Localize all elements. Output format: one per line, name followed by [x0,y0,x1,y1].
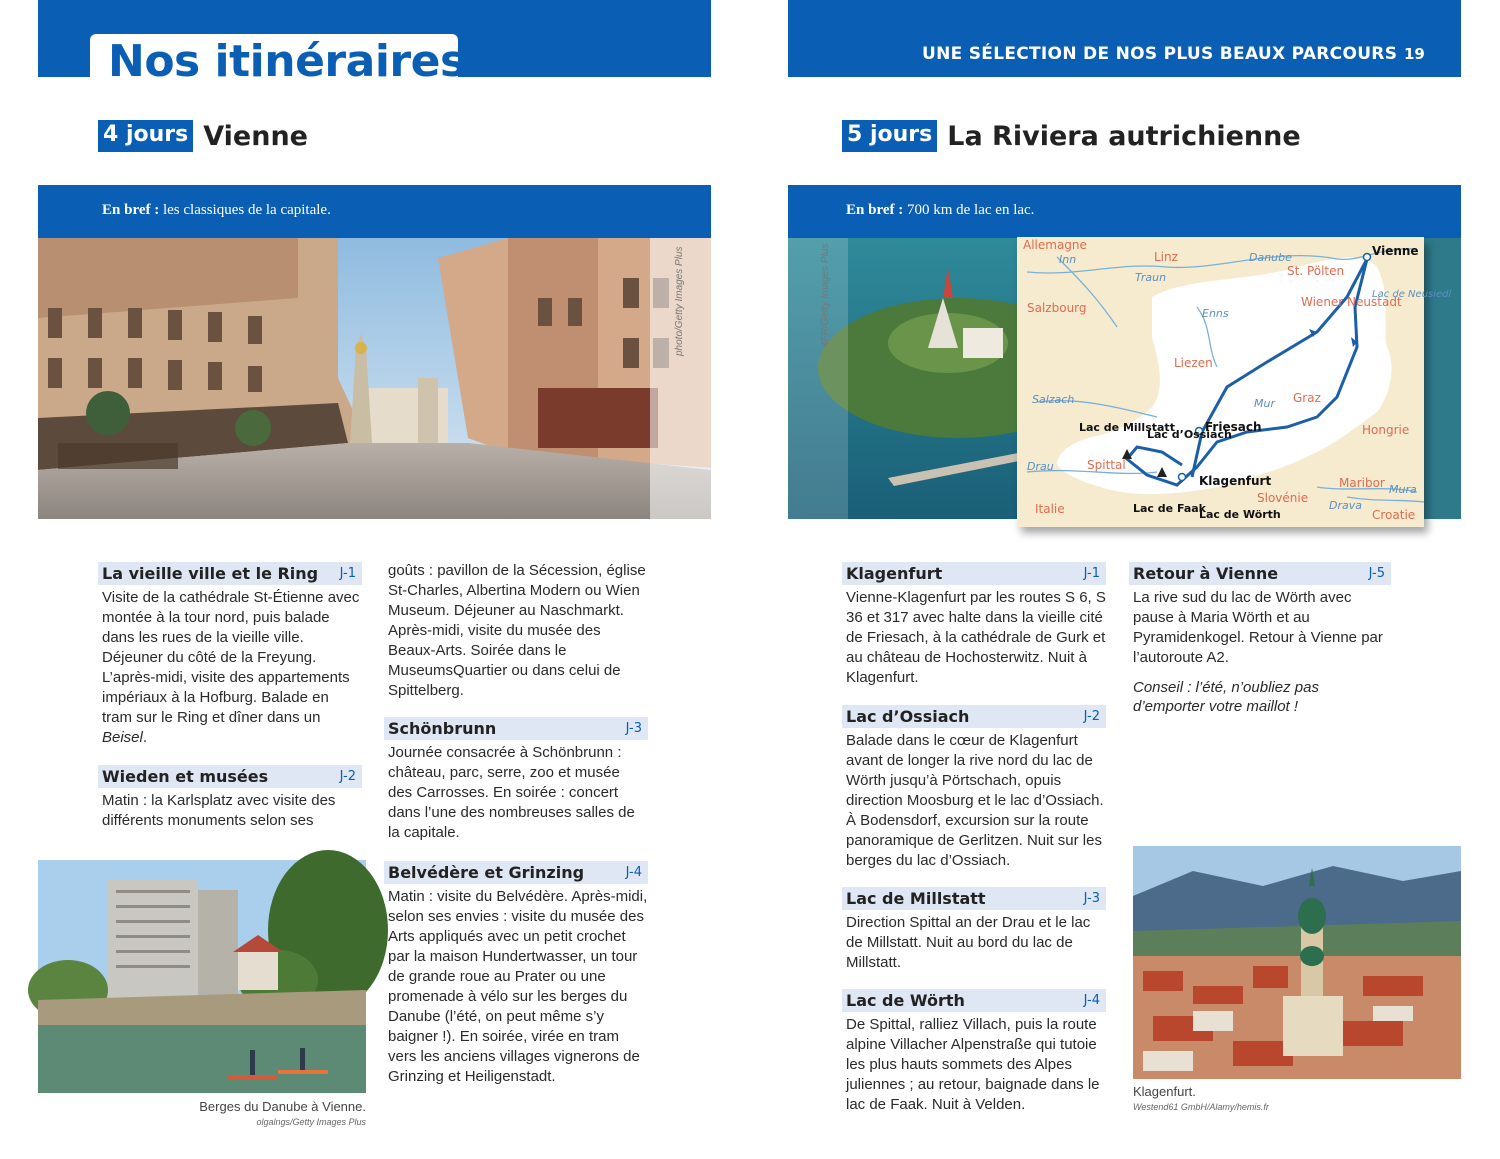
brief-bar-left [38,185,711,238]
map-label: Vienne [1372,244,1419,258]
map-label: Lac de Wörth [1199,508,1281,521]
day-section-4 [384,861,648,1087]
section-title: Lac d’Ossiach [846,707,970,726]
day-section-2 [842,705,1106,871]
map-label: Enns [1202,307,1229,320]
section-text: Journée consacrée à Schönbrunn : château, parc, serre, zoo et musée des Carrosses. En soirée : concert dans l’une des nombreuses salles de la capitale. [388,744,635,841]
day-label: J-3 [1083,891,1100,906]
day-section-3 [384,717,648,843]
map-label: Italie [1035,502,1065,516]
days-badge: 5 jours [842,120,937,152]
running-head: UNE SÉLECTION DE NOS PLUS BEAUX PARCOURS [922,44,1398,64]
map-label: Salzbourg [1027,301,1087,315]
section-text: Matin : visite du Belvédère. Après-midi, selon ses envies : visite du musée des Arts appliqués avec un petit crochet par la maison Hundertwasser, un tour de grande roue au Prater ou une promenade à vélo sur les berges du Danube (l’été, on peut même s’y baigner !). En soirée, virée en tram vers les anciens villages vignerons de Grinzing et Heiligenstadt. [388,888,648,1085]
map-label: Lac d’Ossiach [1147,428,1232,441]
map-label: Maribor [1339,476,1385,490]
section-header [842,887,1106,910]
photo-credit-vertical: 4FR/Getty Images Plus [820,243,831,347]
page-number: 19 [1404,45,1425,63]
section-header [384,861,648,884]
section-text: La rive sud du lac de Wörth avec pause à Maria Wörth et au Pyramidenkogel. Retour à Vienne par l’autoroute A2. [1133,589,1383,666]
section-header [98,562,362,585]
map-label: Spittal [1087,458,1126,472]
route-title-riviera [842,120,1301,152]
day-section-4 [842,989,1106,1115]
section-title: La vieille ville et le Ring [102,564,319,583]
map-label: Lac de Neusiedl [1372,289,1452,300]
section-header [842,705,1106,728]
map-label: St. Pölten [1287,264,1345,278]
section-title: Wieden et musées [102,767,269,786]
brief-bar-right [788,185,1461,238]
map-label: Salzach [1032,393,1075,406]
brief-label: En bref : [846,202,904,218]
map-label: Linz [1154,250,1178,264]
section-text: goûts : pavillon de la Sécession, église St-Charles, Albertina Modern ou Wien Museum. Déjeuner au Naschmarkt. Après-midi, visite du musée des Beaux-Arts. Soirée dans le MuseumsQuartier ou dans celui de Spittelberg. [388,562,646,699]
day-label: J-2 [1083,709,1100,724]
map-label: Traun [1135,271,1167,284]
section-header [842,989,1106,1012]
section-text: Balade dans le cœur de Klagenfurt avant de longer la rive nord du lac de Wörth jusqu’à Pörtschach, opuis direction Moosburg et le lac d’Ossiach. À Bodensdorf, excursion sur la route panoramique de Gerlitzen. Nuit sur les berges du lac d’Ossiach. [846,732,1104,869]
map-label: Mur [1254,397,1275,410]
day-label: J-3 [625,721,642,736]
day-section-1 [842,562,1106,688]
day-label: J-4 [625,865,642,880]
map-label: Mura [1389,483,1417,496]
map-label: Lac de Millstatt [1079,421,1175,434]
photo-credit: olgalngs/Getty Images Plus [256,1117,366,1127]
klagenfurt-photo [1133,846,1461,1079]
tip-text: Conseil : l’été, n’oubliez pas d’emporter votre maillot ! [1133,679,1319,715]
day-section-3 [842,887,1106,973]
itinerary-map [1017,237,1452,527]
header-band-right [788,0,1461,77]
page-title: Nos itinéraires [108,36,466,87]
day-section-2 [98,765,362,831]
day-label: J-1 [339,566,356,581]
section-text: De Spittal, ralliez Villach, puis la route alpine Villacher Alpenstraße qui tutoie les plus hauts sommets des Alpes juliennes ; au retour, baignade dans le lac de Faak. Nuit à Velden. [846,1016,1100,1113]
section-header [842,562,1106,585]
section-text: Visite de la cathédrale St-Étienne avec montée à la tour nord, puis balade dans les rues de la vieille ville. Déjeuner du côté de la Freyung. L’après-midi, visite des appartements impériaux à la Hofburg. Balade en tram sur le Ring et dîner dans un Beisel. [102,589,360,746]
map-label: Danube [1249,251,1292,264]
map-label: Drava [1329,499,1362,512]
section-title: Lac de Wörth [846,991,965,1010]
photo-caption: Klagenfurt. [1133,1084,1196,1099]
section-title: Schönbrunn [388,719,497,738]
map-label: Liezen [1174,356,1213,370]
section-header [384,717,648,740]
section-title: Lac de Millstatt [846,889,986,908]
photo-credit-vertical: photo/Getty Images Plus [674,246,685,356]
section-continuation [384,561,648,701]
photo-credit: Westend61 GmbH/Alamy/hemis.fr [1133,1102,1269,1112]
brief-label: En bref : [102,202,160,218]
section-text: Matin : la Karlsplatz avec visite des différents monuments selon ses [102,792,336,829]
section-header [98,765,362,788]
vienna-street-photo [38,238,711,519]
day-section-1 [98,562,362,748]
day-label: J-2 [339,769,356,784]
section-text: Vienne-Klagenfurt par les routes S 6, S 36 et 317 avec halte dans la vieille cité de Friesach, à la cathédrale de Gurk et au château de Hochosterwitz. Nuit à Klagenfurt. [846,589,1106,686]
brief-text: 700 km de lac en lac. [903,202,1035,218]
map-label: Friesach [1205,420,1262,434]
map-label: Graz [1293,391,1321,405]
map-label: Hongrie [1362,423,1410,437]
route-title-vienne [98,120,308,152]
days-badge: 4 jours [98,120,193,152]
route-name: Vienne [203,120,308,152]
danube-photo [38,860,366,1093]
day-label: J-1 [1083,566,1100,581]
map-label: Lac de Faak [1133,502,1206,515]
map-label: Wiener Neustadt [1301,295,1402,309]
brief-text: les classiques de la capitale. [159,202,331,218]
map-label: Slovénie [1257,491,1309,505]
day-label: J-5 [1368,566,1385,581]
map-label: Klagenfurt [1199,474,1272,488]
day-section-5 [1129,562,1391,668]
section-title: Belvédère et Grinzing [388,863,585,882]
map-label: Drau [1027,460,1054,473]
section-title: Klagenfurt [846,564,943,583]
section-header [1129,562,1391,585]
section-title: Retour à Vienne [1133,564,1279,583]
day-label: J-4 [1083,993,1100,1008]
map-label: Inn [1059,253,1077,266]
section-text: Direction Spittal an der Drau et le lac de Millstatt. Nuit au bord du lac de Millstatt. [846,914,1091,971]
map-label: Croatie [1372,508,1416,522]
route-name: La Riviera autrichienne [947,120,1301,152]
photo-caption: Berges du Danube à Vienne. [199,1099,366,1114]
map-label: Allemagne [1023,238,1087,252]
